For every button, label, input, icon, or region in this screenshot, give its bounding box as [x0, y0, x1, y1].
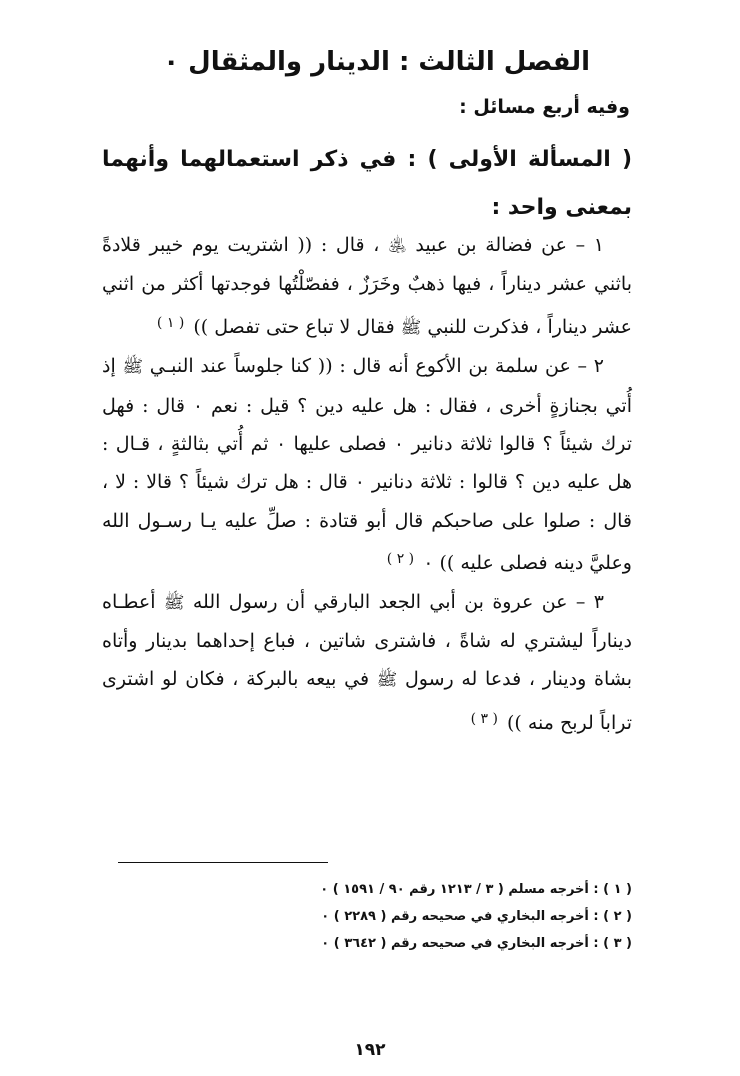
hadith-paragraph-1 [102, 226, 632, 347]
footnote-2: ( ٢ ) : أخرجه البخاري في صحيحه رقم ( ٢٢٨٩ ) ٠ [321, 909, 632, 924]
footnote-ref: ( ١ ) [156, 314, 185, 331]
footnote-ref: ( ٣ ) [470, 710, 498, 727]
chapter-subtitle: وفيه أربع مسائل : [459, 96, 630, 118]
footnote-3: ( ٣ ) : أخرجه البخاري في صحيحه رقم ( ٣٦٤٢ ) ٠ [321, 936, 632, 951]
honorific-symbol: ﷺ [400, 317, 422, 338]
paragraph-text: ٣ – عن عروة بن أبي الجعد البارقي أن رسول الله [192, 590, 604, 613]
hadith-paragraph-3 [102, 583, 632, 743]
issue-heading: ( المسألة الأولى ) : في ذكر استعمالهما وأنهما بمعنى واحد : [102, 147, 632, 220]
body-text [102, 226, 632, 742]
footnote-ref: ( ٢ ) [386, 551, 415, 568]
honorific-symbol: ﵁ [388, 236, 407, 256]
paragraph-text: إذ أُتي بجنازةٍ أخرى ، فقال : هل عليه دين ؟ قيل : نعم ٠ قال : فهل ترك شيئاً ؟ قالوا ثلاثة دنانير ٠ فصلى عليها ٠ ثم أُتي بثالثةٍ ، قـال : هل عليه دين ؟ قالوا : ثلاثة دنانير ٠ قال : هل ترك شيئاً ؟ قالا : لا ، قال : صلوا على صاحبكم قال أبو قتادة : صلِّ عليه يـا رسـول الله وعليَّ دينه فصلى عليه )) ٠ [102, 355, 633, 575]
paragraph-text: في بيعه بالبركة ، فكان لو اشترى تراباً لربح منه )) [102, 668, 632, 734]
footnote-divider [118, 862, 328, 863]
paragraph-text: ٢ – عن سلمة بن الأكوع أنه قال : (( كنا جلوساً عند النبـي [149, 355, 604, 378]
paragraph-text: ، قال : (( اشتريت يوم خيبر قلادةً باثني عشر ديناراً ، فيها ذهبٌ وخَرَزٌ ، ففصّلْتُها فوجدتها أكثر من اثني عشر ديناراً ، فذكرت للنبي [102, 234, 632, 338]
chapter-title: الفصل الثالث : الدينار والمثقال ٠ [163, 47, 590, 77]
footnote-1: ( ١ ) : أخرجه مسلم ( ٣ / ١٢١٣ رقم ٩٠ / ١٥٩١ ) ٠ [320, 882, 632, 897]
hadith-paragraph-2 [102, 347, 632, 582]
paragraph-text: ١ – عن فضالة بن عبيد [415, 234, 605, 256]
honorific-symbol: ﷺ [122, 357, 144, 378]
page-number: ١٩٢ [354, 1040, 386, 1060]
honorific-symbol: ﷺ [376, 670, 398, 691]
paragraph-text: فقال لا تباع حتى تفصل )) [193, 315, 395, 338]
honorific-symbol: ﷺ [163, 592, 185, 613]
paragraph-text: أعطـاه ديناراً ليشتري له شاةً ، فاشترى شاتين ، فباع إحداهما بدينار وأتاه بشاة ودينار ، فدعا له رسول [102, 590, 632, 691]
footnotes [102, 876, 632, 957]
